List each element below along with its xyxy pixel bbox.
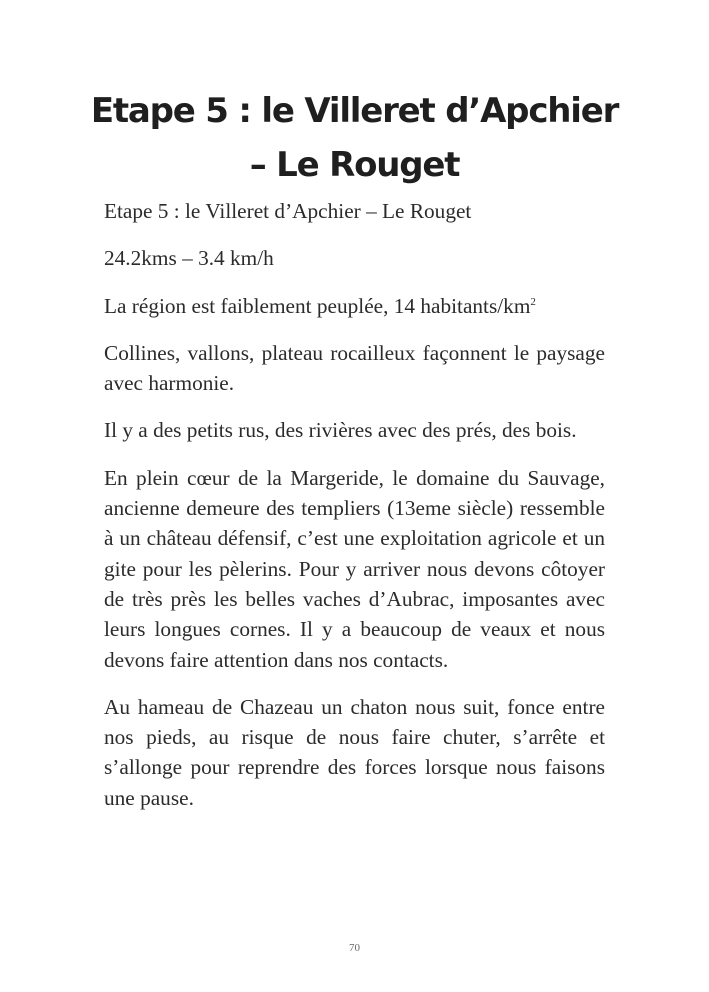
density-exponent: 2 bbox=[530, 295, 536, 308]
paragraph-distance-speed: 24.2kms – 3.4 km/h bbox=[104, 246, 274, 271]
page-title: Etape 5 : le Villeret d’Apchier – Le Rouget bbox=[90, 91, 619, 185]
paragraph-rivers: Il y a des petits rus, des rivières avec des prés, des bois. bbox=[104, 418, 577, 443]
paragraph-margeride: En plein cœur de la Margeride, le domaine du Sauvage, ancienne demeure des templiers (13eme siècle) ressemble à un château défensif, c’est une exploitation agricole et un gite pour les pèlerins. Pour y arriver nous devons côtoyer de très près les belles vaches d’Aubrac, imposantes avec leurs longues cornes. Il y a beaucoup de veaux et nous devons faire attention dans nos contacts. bbox=[104, 465, 605, 672]
paragraph-subtitle: Etape 5 : le Villeret d’Apchier – Le Rouget bbox=[104, 199, 472, 223]
body-text bbox=[104, 196, 605, 830]
page-number: 70 bbox=[349, 942, 360, 954]
paragraph-chazeau: Au hameau de Chazeau un chaton nous suit, fonce entre nos pieds, au risque de nous faire chuter, s’arrête et s’allonge pour reprendre des forces lorsque nous faisons une pause. bbox=[104, 694, 605, 810]
density-text: La région est faiblement peuplée, 14 habitants/km bbox=[104, 293, 531, 318]
paragraph-density bbox=[104, 291, 605, 321]
paragraph-landscape: Collines, vallons, plateau rocailleux façonnent le paysage avec harmonie. bbox=[104, 340, 605, 396]
